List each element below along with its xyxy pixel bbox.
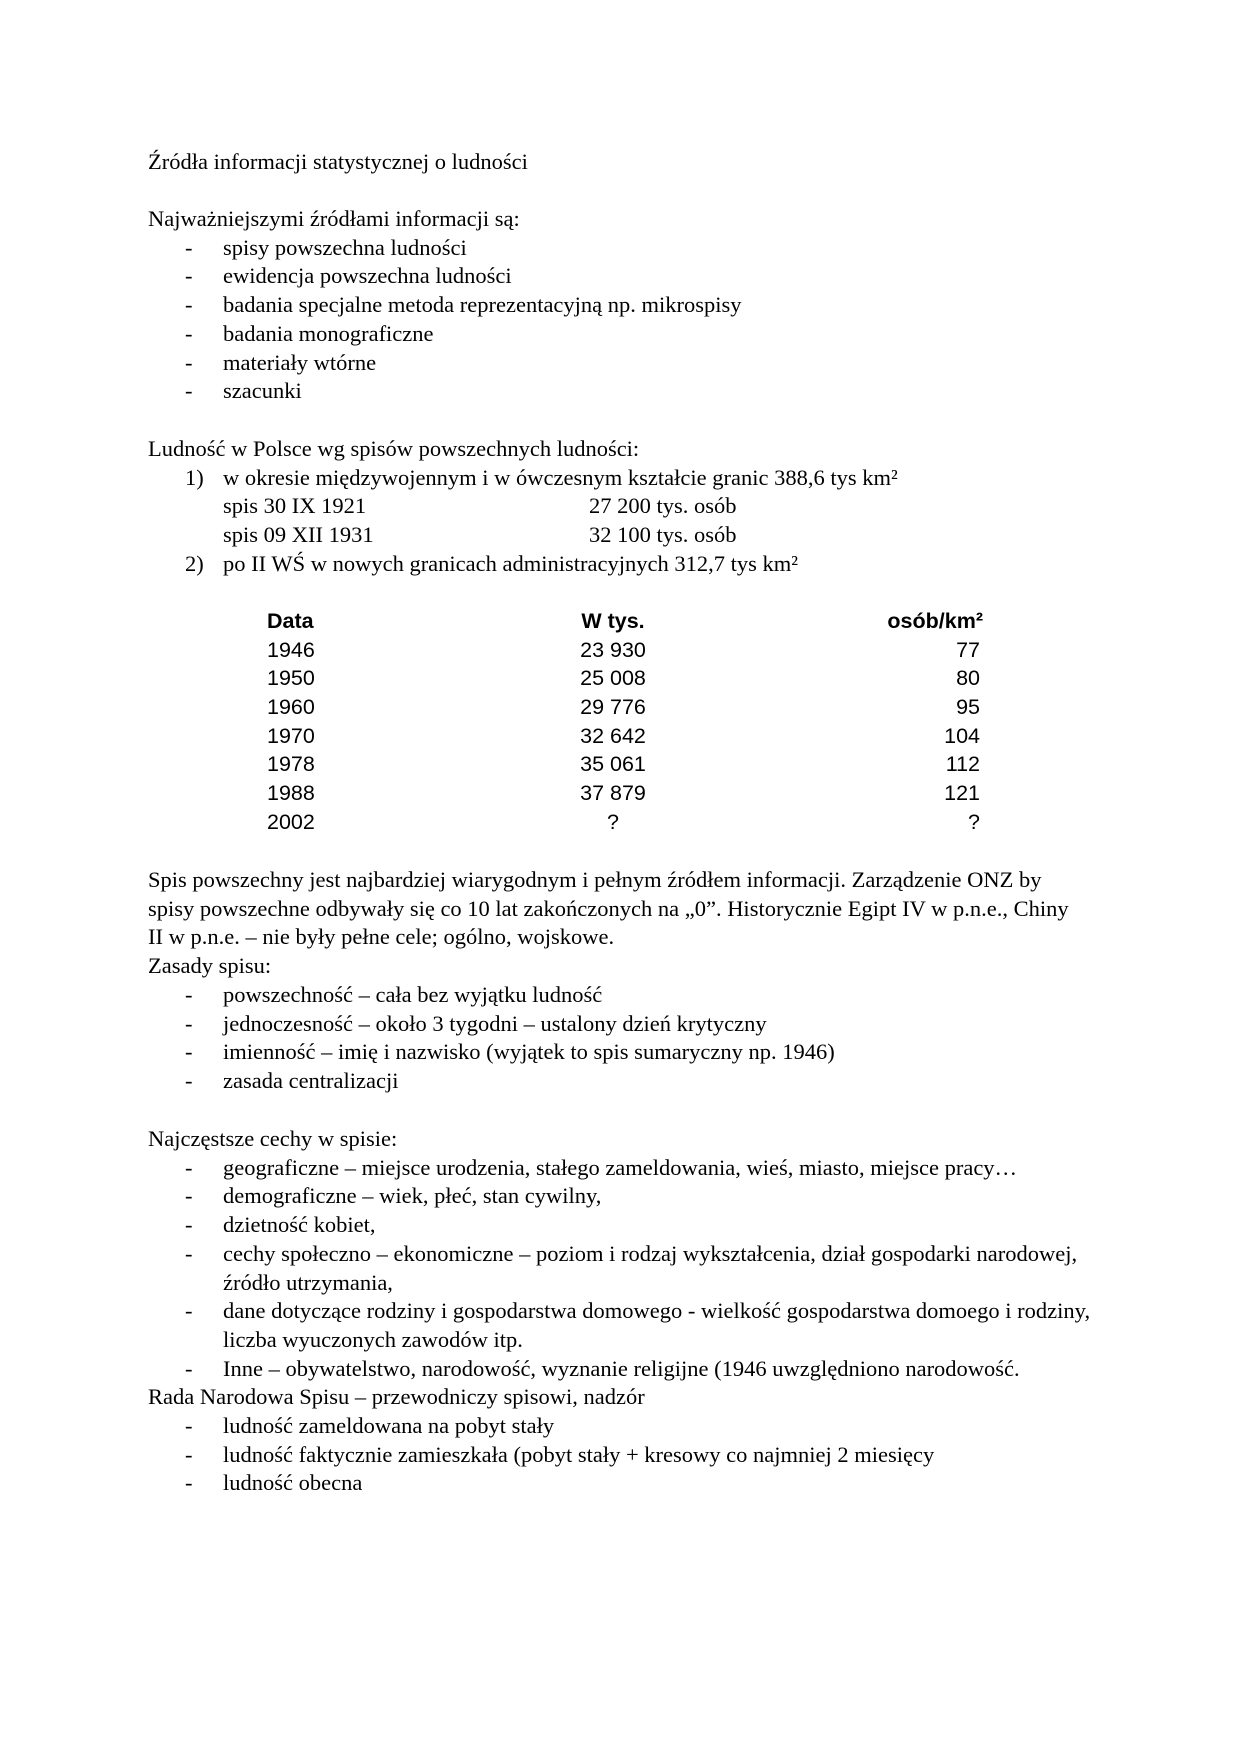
census-row-value: 27 200 tys. osób bbox=[589, 493, 737, 519]
list-item: - szacunki bbox=[148, 377, 1108, 406]
sources-list bbox=[148, 234, 1108, 406]
list-item: - ludność zameldowana na pobyt stały bbox=[148, 1412, 1108, 1441]
dash-marker: - bbox=[185, 1441, 193, 1467]
council-title: Rada Narodowa Spisu – przewodniczy spisowi, nadzór bbox=[148, 1384, 645, 1410]
list-item: - imienność – imię i nazwisko (wyjątek to spis sumaryczny np. 1946) bbox=[148, 1038, 1088, 1067]
list-item: - badania specjalne metoda reprezentacyjną np. mikrospisy bbox=[148, 291, 1108, 320]
census-intro: Ludność w Polsce wg spisów powszechnych ludności: bbox=[148, 436, 640, 461]
dash-marker: - bbox=[185, 1355, 193, 1381]
list-item: - ludność faktycznie zamieszkała (pobyt stały + kresowy co najmniej 2 miesięcy bbox=[148, 1441, 1108, 1470]
dash-marker: - bbox=[185, 1298, 193, 1324]
census-row bbox=[148, 521, 1108, 550]
dash-marker: - bbox=[185, 1240, 193, 1266]
number-marker: 1) bbox=[185, 464, 204, 490]
list-item: - demograficzne – wiek, płeć, stan cywilny, bbox=[148, 1182, 1108, 1211]
number-marker: 2) bbox=[185, 550, 204, 576]
list-item: - ewidencja powszechna ludności bbox=[148, 262, 1108, 291]
census-point-2: 2) po II WŚ w nowych granicach administracyjnych 312,7 tys km² bbox=[148, 550, 1108, 579]
table-header-row bbox=[267, 607, 987, 636]
header-data: Data bbox=[267, 609, 314, 633]
dash-marker: - bbox=[185, 292, 193, 318]
header-w-tys: W tys. bbox=[581, 609, 645, 633]
table-row: 1950 25 008 80 bbox=[267, 666, 980, 691]
census-row-label: spis 09 XII 1931 bbox=[223, 522, 374, 548]
dash-marker: - bbox=[185, 1183, 193, 1209]
list-item: - cechy społeczno – ekonomiczne – poziom i rodzaj wykształcenia, dział gospodarki narodowej, źródło utrzymania, bbox=[185, 1240, 1078, 1295]
census-row bbox=[148, 492, 1108, 521]
list-item: - dane dotyczące rodziny i gospodarstwa domowego - wielkość gospodarstwa domoego i rodziny, liczba wyuczonych zawodów itp. bbox=[185, 1298, 1091, 1352]
census-row-label: spis 30 IX 1921 bbox=[223, 493, 367, 519]
dash-marker: - bbox=[185, 1067, 193, 1093]
dash-marker: - bbox=[185, 1470, 193, 1496]
table-row: 2002 ? ? bbox=[267, 809, 980, 834]
dash-marker: - bbox=[185, 1413, 193, 1439]
list-item: - materiały wtórne bbox=[148, 349, 1108, 378]
dash-marker: - bbox=[185, 349, 193, 375]
list-item: - dzietność kobiet, bbox=[148, 1211, 1108, 1240]
spis-paragraph: Spis powszechny jest najbardziej wiarygodnym i pełnym źródłem informacji. Zarządzenie ONZ by spisy powszechne odbywały się co 10 lat zakończonych na „0”. Historycznie Egipt IV w p.n.e., Chiny II w p.n.e. – nie były pełne cele; ogólno, wojskowe. bbox=[148, 867, 1069, 950]
census-section bbox=[148, 435, 1108, 578]
sources-section bbox=[148, 205, 1108, 406]
features-title: Najczęstsze cechy w spisie: bbox=[148, 1126, 398, 1151]
dash-marker: - bbox=[185, 1039, 193, 1065]
census-points-2 bbox=[148, 550, 1108, 579]
census-points bbox=[148, 464, 1108, 493]
census-row-value: 32 100 tys. osób bbox=[589, 522, 737, 548]
list-item: - Inne – obywatelstwo, narodowość, wyznanie religijne (1946 uwzględniono narodowość. bbox=[148, 1355, 1108, 1384]
list-item: - badania monograficzne bbox=[148, 320, 1108, 349]
features-section bbox=[148, 1125, 1108, 1498]
document-title-block bbox=[148, 148, 1108, 177]
features-list bbox=[148, 1154, 1108, 1384]
header-density: osób/km² bbox=[887, 609, 983, 633]
list-item: - zasada centralizacji bbox=[148, 1067, 1088, 1096]
table-row: 1988 37 879 121 bbox=[267, 781, 980, 806]
census-point-1: 1) w okresie międzywojennym i w ówczesnym kształcie granic 388,6 tys km² bbox=[148, 464, 1108, 493]
dash-marker: - bbox=[185, 1212, 193, 1238]
dash-marker: - bbox=[185, 378, 193, 404]
council-list bbox=[148, 1412, 1108, 1498]
principles-title: Zasady spisu: bbox=[148, 953, 272, 979]
principles-list bbox=[148, 981, 1088, 1096]
table-row: 1946 23 930 77 bbox=[267, 637, 980, 662]
spis-section bbox=[148, 866, 1088, 1096]
dash-marker: - bbox=[185, 234, 193, 260]
population-table bbox=[267, 607, 987, 837]
dash-marker: - bbox=[185, 1154, 193, 1180]
dash-marker: - bbox=[185, 263, 193, 289]
list-item: - ludność obecna bbox=[148, 1469, 1108, 1498]
list-item: - powszechność – cała bez wyjątku ludność bbox=[148, 981, 1088, 1010]
table-row: 1978 35 061 112 bbox=[267, 752, 980, 777]
table-row: 1960 29 776 95 bbox=[267, 695, 980, 720]
list-item: - jednoczesność – około 3 tygodni – ustalony dzień krytyczny bbox=[148, 1010, 1088, 1039]
sources-intro: Najważniejszymi źródłami informacji są: bbox=[148, 206, 520, 231]
list-item: - geograficzne – miejsce urodzenia, stałego zameldowania, wieś, miasto, miejsce pracy… bbox=[148, 1154, 1108, 1183]
dash-marker: - bbox=[185, 1010, 193, 1036]
list-item: - spisy powszechna ludności bbox=[148, 234, 1108, 263]
dash-marker: - bbox=[185, 981, 193, 1007]
document-title: Źródła informacji statystycznej o ludności bbox=[148, 149, 528, 174]
dash-marker: - bbox=[185, 320, 193, 346]
table-row: 1970 32 642 104 bbox=[267, 723, 980, 748]
